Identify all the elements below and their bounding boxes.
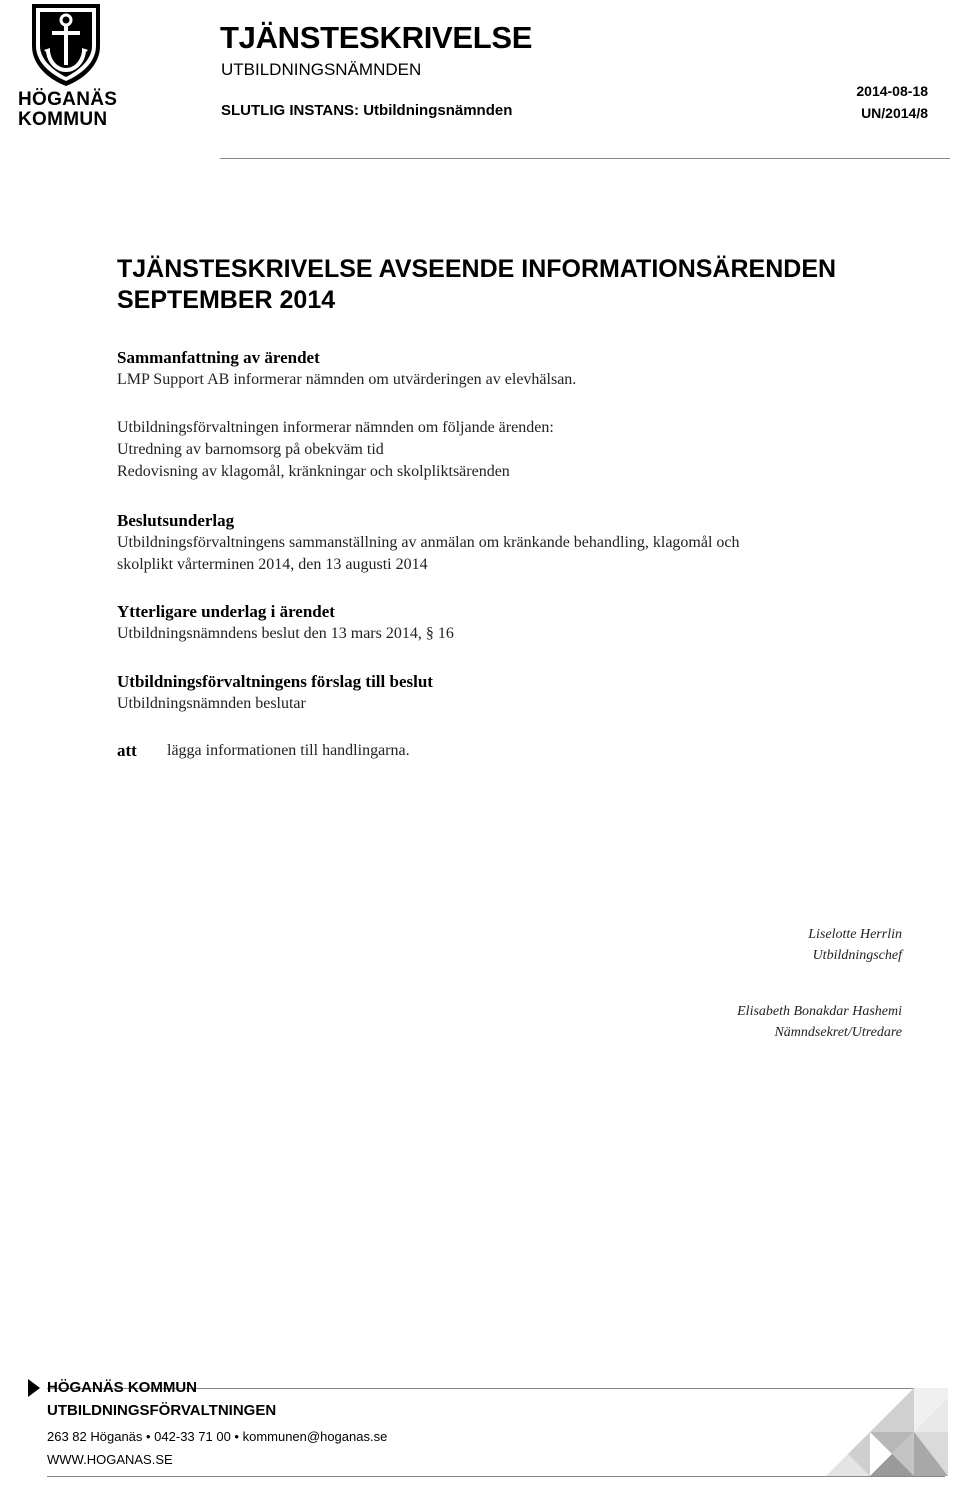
extra-basis-section (117, 601, 917, 645)
signature-title: Nämndsekret/Utredare (774, 1025, 902, 1040)
page-title-line2: SEPTEMBER 2014 (117, 286, 336, 314)
signature-block (808, 924, 902, 966)
footer-divider-bottom (47, 1476, 945, 1477)
document-date: 2014-08-18 (856, 83, 928, 99)
info-item: Redovisning av klagomål, kränkningar och skolpliktsärenden (117, 463, 510, 480)
extra-basis-text: Utbildningsnämndens beslut den 13 mars 2014, § 16 (117, 625, 454, 642)
decision-att-text: lägga informationen till handlingarna. (167, 742, 410, 759)
signature-title: Utbildningschef (812, 948, 902, 963)
extra-basis-heading: Ytterligare underlag i ärendet (117, 602, 335, 621)
footer-department: UTBILDNINGSFÖRVALTNINGEN (47, 1402, 277, 1419)
proposal-heading: Utbildningsförvaltningens förslag till beslut (117, 672, 433, 691)
decorative-triangle-pattern (826, 1388, 948, 1476)
basis-text-line2: skolplikt vårterminen 2014, den 13 augusti 2014 (117, 556, 428, 573)
footer-contact: 263 82 Höganäs • 042-33 71 00 • kommunen@hoganas.se (47, 1429, 388, 1444)
info-intro: Utbildningsförvaltningen informerar nämnden om följande ärenden: (117, 419, 554, 436)
municipality-name-line1: HÖGANÄS (18, 89, 118, 110)
document-reference: UN/2014/8 (861, 105, 928, 121)
anchor-shield-icon (18, 0, 114, 88)
decision-att-label: att (117, 741, 137, 760)
document-type: TJÄNSTESKRIVELSE (220, 20, 533, 55)
footer-website-link[interactable]: WWW.HOGANAS.SE (47, 1452, 173, 1467)
header-divider (220, 158, 950, 159)
summary-section (117, 347, 917, 391)
info-section (117, 417, 917, 483)
page-title (117, 254, 937, 316)
basis-heading: Beslutsunderlag (117, 511, 235, 530)
basis-section (117, 510, 917, 576)
signature-name: Elisabeth Bonakdar Hashemi (737, 1004, 902, 1019)
summary-heading: Sammanfattning av ärendet (117, 348, 320, 367)
department-name: UTBILDNINGSNÄMNDEN (221, 60, 422, 79)
basis-text-line1: Utbildningsförvaltningens sammanställning av anmälan om kränkande behandling, klagomål och (117, 534, 740, 551)
municipality-name-line2: KOMMUN (18, 109, 108, 130)
footer-organization: HÖGANÄS KOMMUN (47, 1379, 197, 1396)
info-item: Utredning av barnomsorg på obekväm tid (117, 441, 384, 458)
triangle-right-icon (28, 1379, 40, 1402)
proposal-section (117, 671, 917, 715)
proposal-text: Utbildningsnämnden beslutar (117, 695, 306, 712)
signature-name: Liselotte Herrlin (808, 927, 902, 942)
page-title-line1: TJÄNSTESKRIVELSE AVSEENDE INFORMATIONSÄRENDEN (117, 255, 837, 283)
final-instance: SLUTLIG INSTANS: Utbildningsnämnden (221, 102, 513, 119)
summary-text: LMP Support AB informerar nämnden om utvärderingen av elevhälsan. (117, 371, 577, 388)
municipality-name (18, 90, 117, 130)
signature-block (737, 1001, 902, 1043)
